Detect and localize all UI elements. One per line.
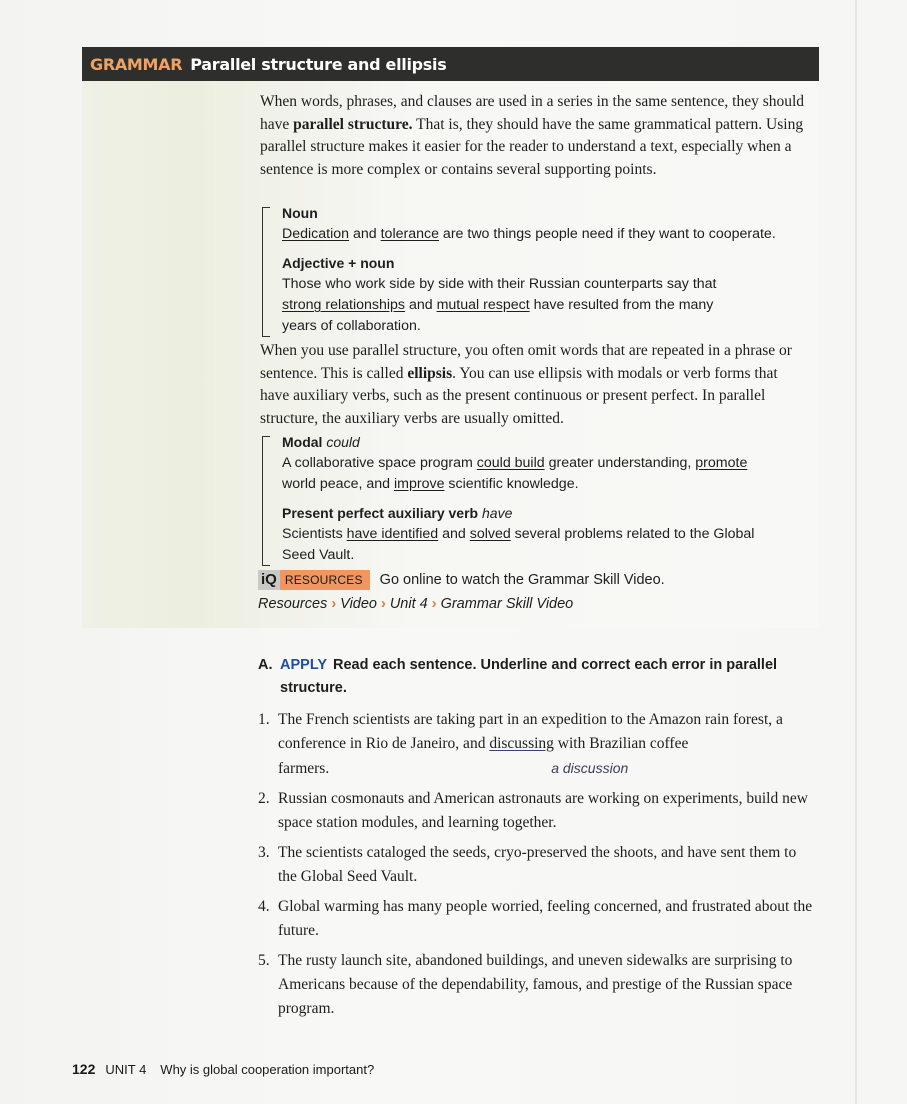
example-heading: Noun <box>282 205 318 221</box>
example-adjective-noun <box>282 253 805 337</box>
resources-breadcrumb <box>258 593 665 615</box>
page-number: 122 <box>72 1061 96 1077</box>
example-heading: Adjective + noun <box>282 255 395 271</box>
resources-label: RESOURCES <box>280 570 370 590</box>
example-modal-could <box>282 432 805 495</box>
grammar-header <box>82 47 819 81</box>
handwritten-correction: a discussion <box>551 760 629 776</box>
example-heading: Present perfect auxiliary verb have <box>282 505 513 521</box>
exercise-items <box>258 708 818 1021</box>
exercise-item: 5. The rusty launch site, abandoned buildings, and uneven sidewalks are surprising to Americans because of the dependability, famous, and prestige of the Russian space program. <box>258 952 793 1017</box>
intro-paragraph: When words, phrases, and clauses are used in a series in the same sentence, they should have parallel structure. That is, they should have the same grammatical pattern. Using parallel structure makes it easier for the reader to understand a text, especially when a sentence is more complex or contains several supporting points. <box>260 93 805 178</box>
example-present-perfect <box>282 503 805 566</box>
breadcrumb-item[interactable]: Unit 4 <box>389 596 428 612</box>
iq-resources-badge[interactable] <box>258 570 370 590</box>
example-sentence: Scientists have identified and solved several problems related to the Global Seed Vault. <box>282 526 755 563</box>
term-ellipsis: ellipsis <box>407 364 453 382</box>
unit-question: Why is global cooperation important? <box>160 1062 375 1077</box>
resources-callout <box>258 569 665 615</box>
exercise-item: 3. The scientists cataloged the seeds, cryo-preserved the shoots, and have sent them to the Global Seed Vault. <box>258 844 797 885</box>
example-sentence: Those who work side by side with their Russian counterparts say that strong relationships and mutual respect have resulted from the many years of collaboration. <box>282 276 717 334</box>
grammar-title: Parallel structure and ellipsis <box>190 54 447 74</box>
chevron-right-icon: › <box>431 596 437 612</box>
ellipsis-paragraph: When you use parallel structure, you often omit words that are repeated in a phrase or sentence. This is called ellipsis. You can use ellipsis with modals or verb forms that have auxiliary verbs, such as the present continuous or present perfect. In parallel structure, the auxiliary verbs are usually omitted. <box>260 342 792 427</box>
exercise-apply <box>258 654 818 1027</box>
example-noun <box>282 203 805 245</box>
chevron-right-icon: › <box>331 596 337 612</box>
exercise-instruction: A. APPLY Read each sentence. Underline and correct each error in parallel structure. <box>258 654 818 700</box>
example-sentence: A collaborative space program could build greater understanding, promote world peace, and improve scientific knowledge. <box>282 455 748 492</box>
chevron-right-icon: › <box>380 596 386 612</box>
grammar-label: GRAMMAR <box>90 54 183 74</box>
breadcrumb-item[interactable]: Grammar Skill Video <box>440 596 574 612</box>
example-block-parallel <box>260 203 805 337</box>
page-edge <box>855 0 857 1104</box>
breadcrumb-item[interactable]: Video <box>340 596 377 612</box>
unit-label: UNIT 4 <box>105 1062 147 1077</box>
apply-keyword: APPLY <box>280 657 328 673</box>
exercise-letter: A. <box>258 657 273 673</box>
iq-logo-icon: iQ <box>258 570 280 590</box>
example-heading: Modal could <box>282 434 360 450</box>
bracket-decoration <box>262 207 270 337</box>
bracket-decoration <box>262 436 270 566</box>
breadcrumb-item[interactable]: Resources <box>258 596 328 612</box>
resources-text: Go online to watch the Grammar Skill Video. <box>379 572 665 588</box>
exercise-item: 4. Global warming has many people worried, feeling concerned, and frustrated about the future. <box>258 898 813 939</box>
underlined-error: discussing <box>489 735 554 752</box>
term-parallel-structure: parallel structure. <box>293 115 413 133</box>
exercise-item: 1. The French scientists are taking part in an expedition to the Amazon rain forest, a conference in Rio de Janeiro, and discussing with Brazilian coffee farmers. a discussion <box>258 711 783 777</box>
page-footer <box>72 1061 374 1077</box>
exercise-item: 2. Russian cosmonauts and American astronauts are working on experiments, build new space station modules, and learning together. <box>258 790 808 831</box>
example-block-ellipsis <box>260 432 805 566</box>
example-sentence: Dedication and tolerance are two things people need if they want to cooperate. <box>282 226 776 242</box>
